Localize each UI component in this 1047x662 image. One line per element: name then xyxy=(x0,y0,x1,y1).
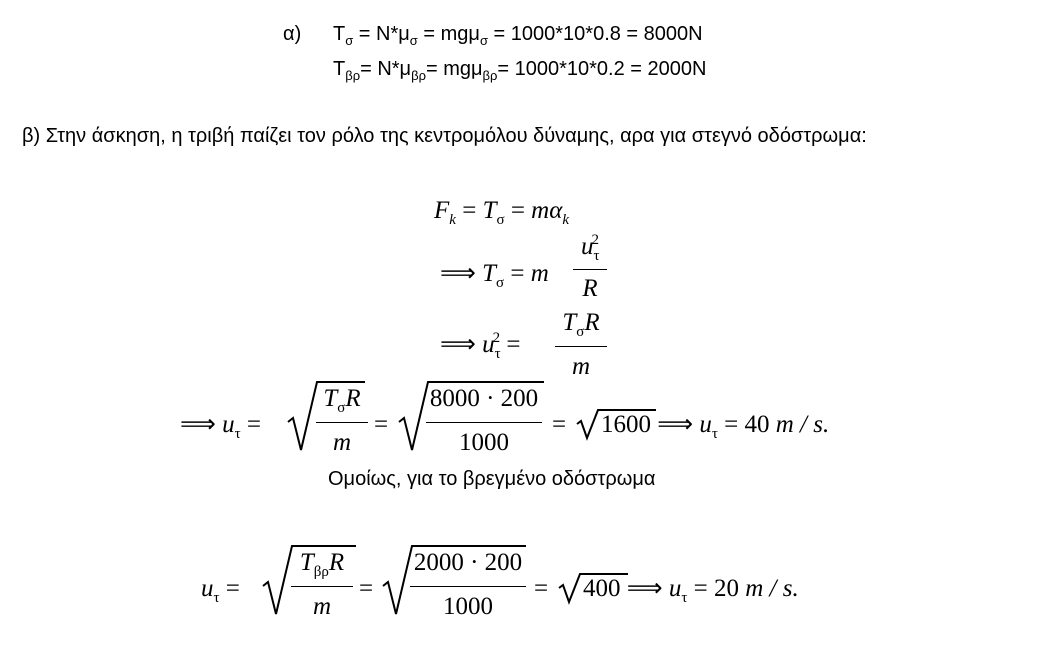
part-a-line-wet: $T_{\beta\rho}= N*\mu_{\beta\rho}= mg\mu_{\beta\rho}= 1000*10*0.2 = 2000N$ xyxy=(333,58,707,83)
fraction-wet-numeric: 2000 · 200 1000 xyxy=(410,548,526,622)
fraction-wet-symbolic: $T_{\beta\rho}R$ m xyxy=(291,548,353,622)
equation-friction-expression: ⟹ $T_\sigma = m$ xyxy=(440,260,549,291)
equals-sign: = xyxy=(359,575,374,602)
equals-sign: = xyxy=(534,575,549,602)
equals-sign: = xyxy=(374,411,389,438)
equals-sign: = xyxy=(552,411,567,438)
equation-velocity-wet-rhs: 400 ⟹ $u_\tau = 20$ m / s. xyxy=(583,575,799,606)
fraction-TR-over-m: $T_\sigma R$ m xyxy=(555,308,607,382)
part-a-line-dry: $T_\sigma = N*\mu_\sigma = mg\mu_\sigma = 1000*10*0.8 = 8000N$ xyxy=(333,23,703,48)
equation-velocity-dry-rhs: 1600 ⟹ $u_\tau = 40$ m / s. xyxy=(601,411,830,442)
equation-velocity-dry-lhs: ⟹ $u_\tau$ = xyxy=(180,411,261,442)
fraction-dry-symbolic: $T_\sigma R$ m xyxy=(316,384,368,458)
equation-velocity-wet-lhs: $u_\tau$ = xyxy=(201,575,240,606)
part-a-label: α) xyxy=(283,23,302,45)
part-b-intro: β) Στην άσκηση, η τριβή παίζει τον ρόλο της κεντρομόλου δύναμης, αρα για στεγνό οδόστρωμα: xyxy=(22,125,867,147)
similarly-text: Ομοίως, για το βρεγμένο οδόστρωμα xyxy=(328,468,656,490)
fraction-u-squared-over-R: $u_\tau^2$ R xyxy=(573,232,607,306)
equation-velocity-squared: ⟹ $u_\tau^2$ = xyxy=(440,330,521,362)
equation-centripetal-force: $F_k = T_\sigma = m\alpha_k$ xyxy=(434,197,570,228)
fraction-dry-numeric: 8000 · 200 1000 xyxy=(426,384,542,458)
